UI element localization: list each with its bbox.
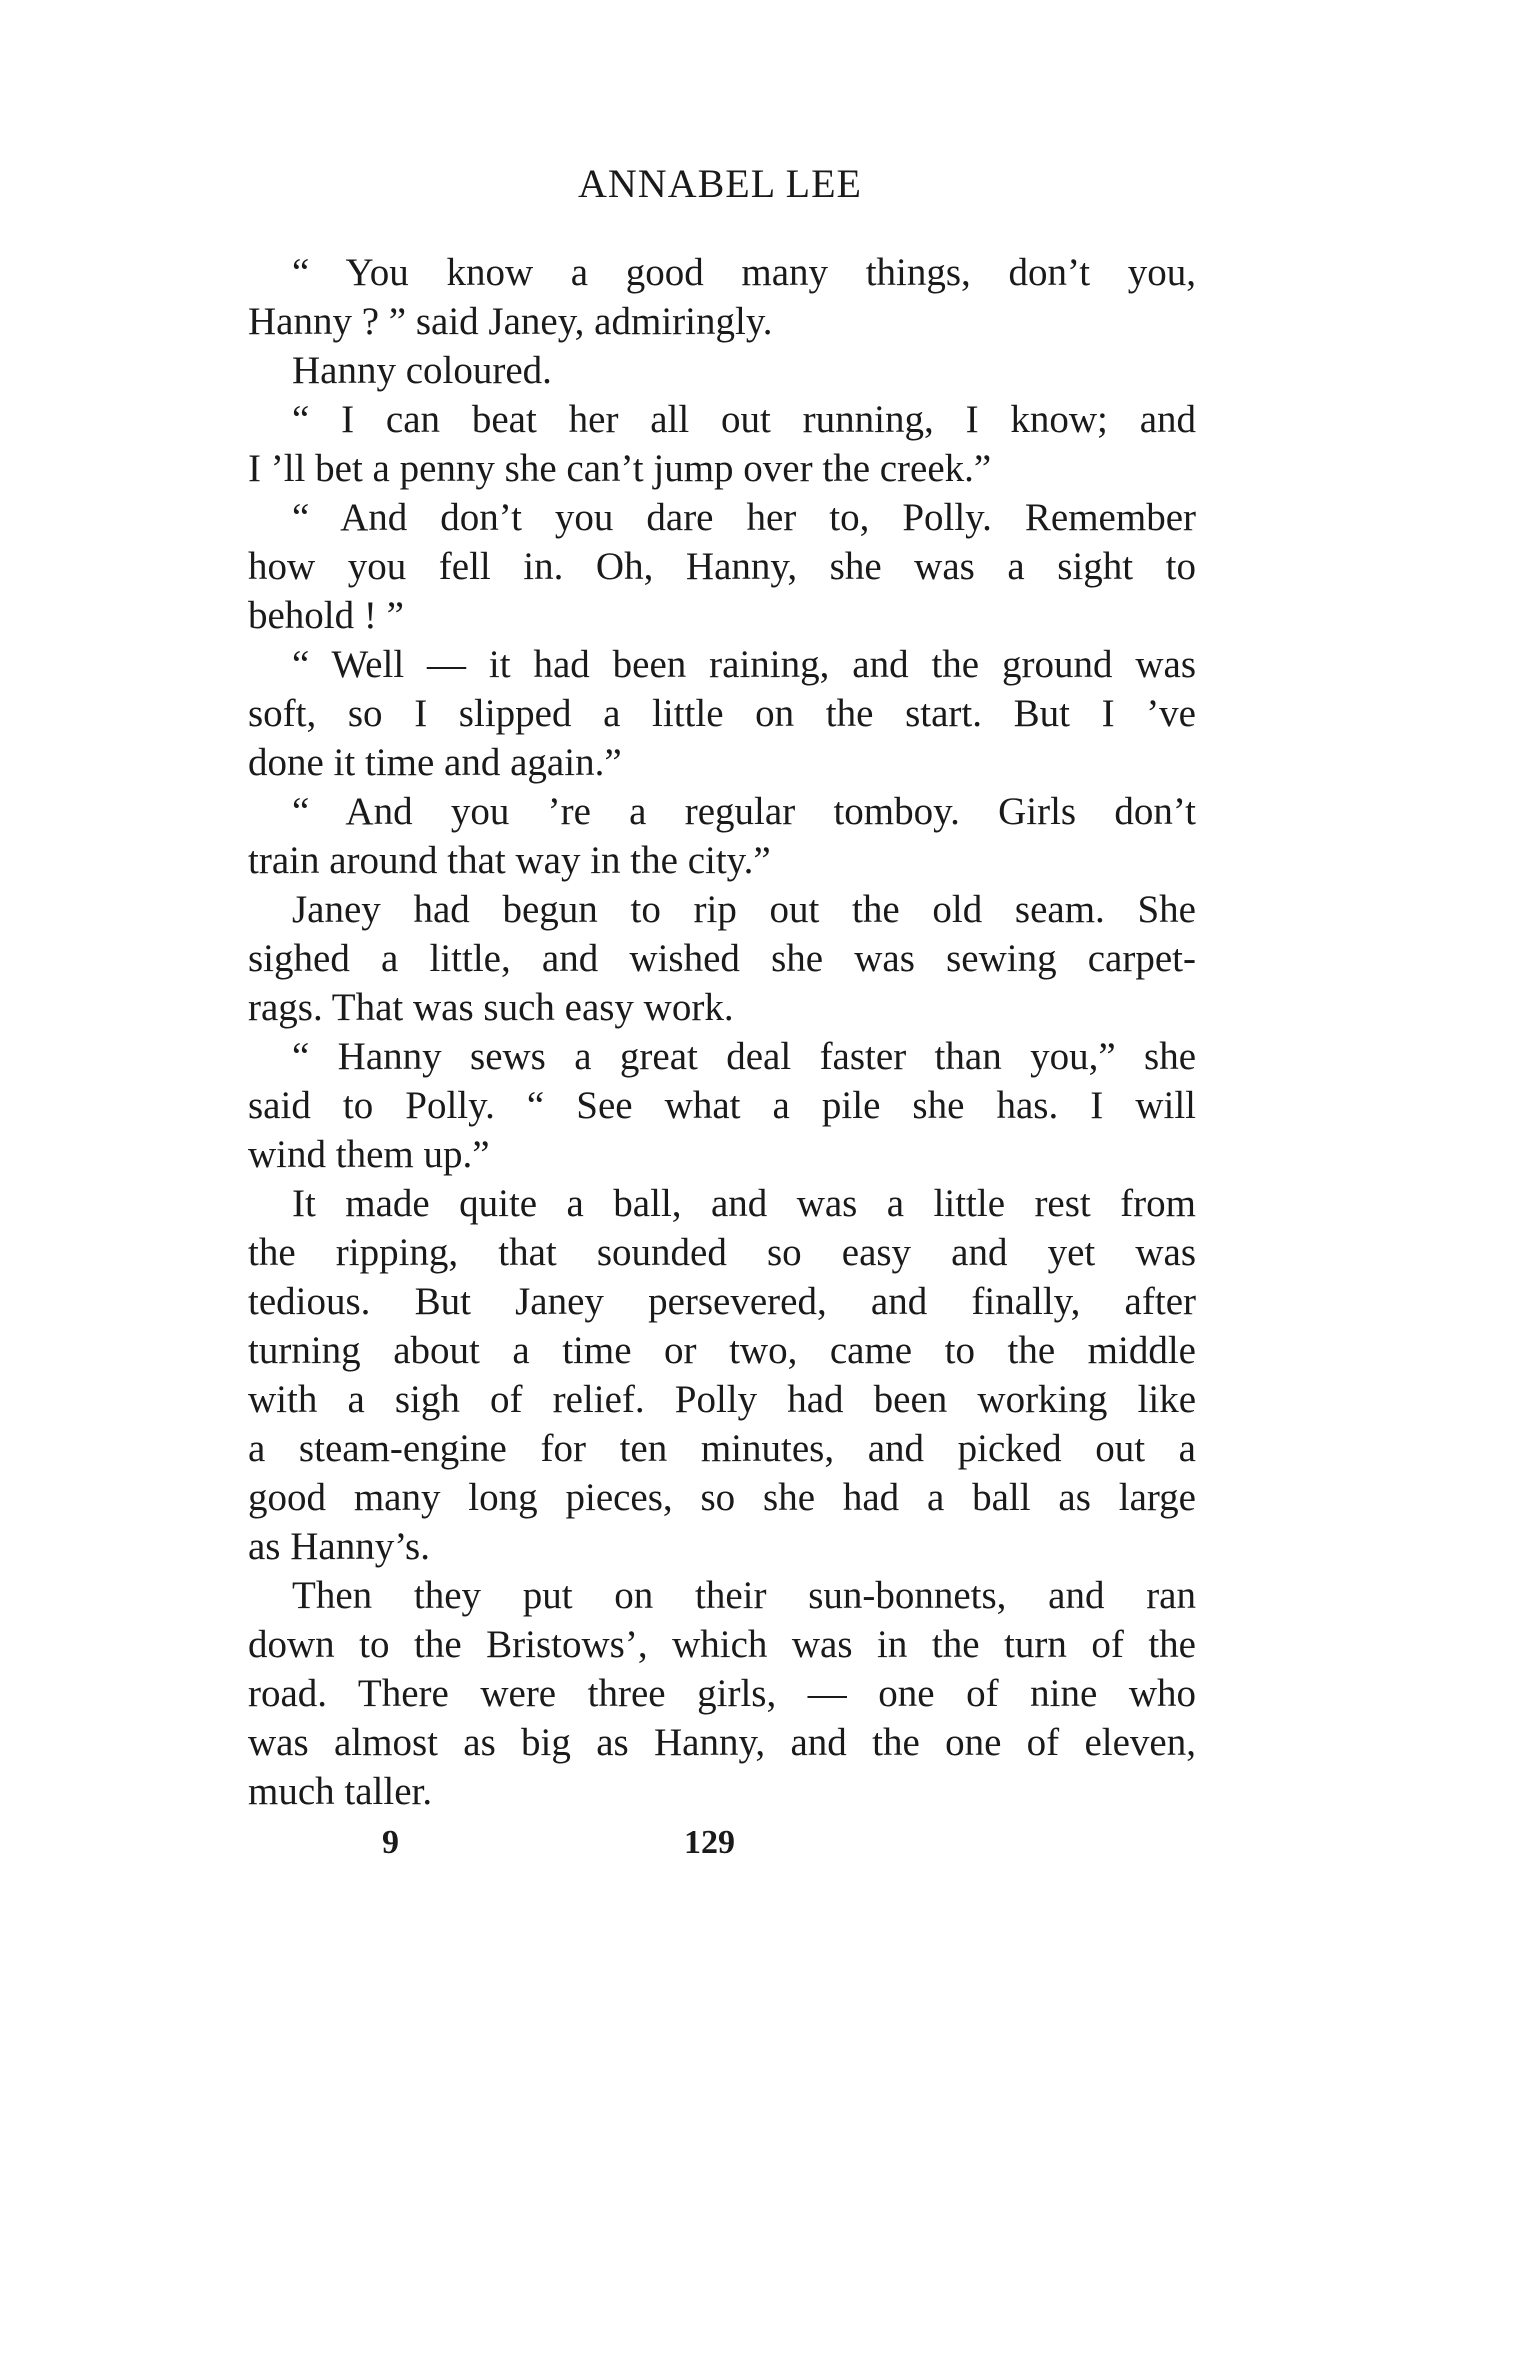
text-line: the ripping, that sounded so easy and yet was xyxy=(248,1231,1196,1274)
text-line: turning about a time or two, came to the middle xyxy=(248,1329,1196,1372)
text-line: said to Polly. “ See what a pile she has. I will xyxy=(248,1084,1196,1127)
text-line: “ You know a good many things, don’t you, xyxy=(292,251,1196,294)
text-line: behold ! ” xyxy=(248,594,404,637)
text-line: road. There were three girls, — one of nine who xyxy=(248,1672,1196,1715)
text-line: “ I can beat her all out running, I know; and xyxy=(292,398,1196,441)
text-line: wind them up.” xyxy=(248,1133,490,1176)
text-line: a steam-engine for ten minutes, and picked out a xyxy=(248,1427,1196,1470)
text-line: much taller. xyxy=(248,1770,433,1813)
text-line: rags. That was such easy work. xyxy=(248,986,734,1029)
text-line: I ’ll bet a penny she can’t jump over the creek.” xyxy=(248,447,992,490)
page-footer xyxy=(0,1824,1518,1874)
text-line: “ Hanny sews a great deal faster than you,” she xyxy=(292,1035,1196,1078)
text-line: train around that way in the city.” xyxy=(248,839,771,882)
text-line: Hanny coloured. xyxy=(292,349,552,392)
text-line: Janey had begun to rip out the old seam. She xyxy=(292,888,1196,931)
text-line: “ And you ’re a regular tomboy. Girls don’t xyxy=(292,790,1196,833)
signature-mark: 9 xyxy=(382,1824,399,1861)
text-line: tedious. But Janey persevered, and finally, after xyxy=(248,1280,1196,1323)
page-number: 129 xyxy=(684,1824,735,1861)
text-line: Then they put on their sun-bonnets, and ran xyxy=(292,1574,1196,1617)
text-line: “ Well — it had been raining, and the ground was xyxy=(292,643,1196,686)
text-line: sighed a little, and wished she was sewing carpet- xyxy=(248,937,1196,980)
text-line: how you fell in. Oh, Hanny, she was a sight to xyxy=(248,545,1196,588)
text-line: “ And don’t you dare her to, Polly. Remember xyxy=(292,496,1196,539)
text-line: good many long pieces, so she had a ball as large xyxy=(248,1476,1196,1519)
text-line: as Hanny’s. xyxy=(248,1525,430,1568)
text-line: soft, so I slipped a little on the start. But I ’ve xyxy=(248,692,1196,735)
running-head: ANNABEL LEE xyxy=(578,161,862,206)
text-line: was almost as big as Hanny, and the one of eleven, xyxy=(248,1721,1196,1764)
text-line: with a sigh of relief. Polly had been working like xyxy=(248,1378,1196,1421)
text-line: Hanny ? ” said Janey, admiringly. xyxy=(248,300,773,343)
text-line: down to the Bristows’, which was in the turn of the xyxy=(248,1623,1196,1666)
text-line: done it time and again.” xyxy=(248,741,622,784)
text-line: It made quite a ball, and was a little rest from xyxy=(292,1182,1196,1225)
body-text xyxy=(248,248,1196,1816)
